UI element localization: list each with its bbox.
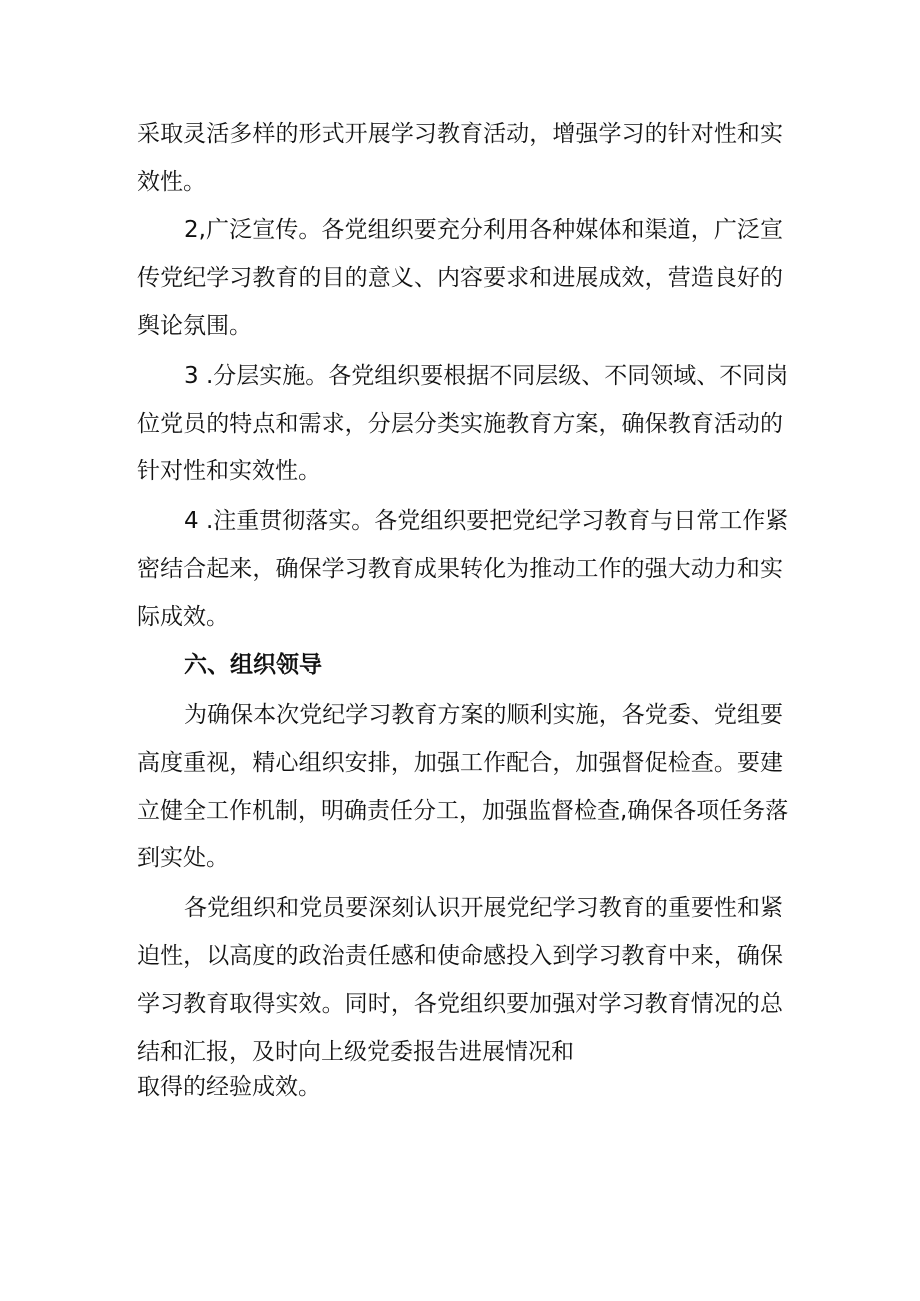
paragraph-line: 传党纪学习教育的目的意义、内容要求和进展成效，营造良好的 — [137, 265, 783, 291]
paragraph-line: 际成效。 — [137, 604, 229, 630]
section-heading: 六、组织领导 — [184, 652, 322, 678]
paragraph-line: 采取灵活多样的形式开展学习教育活动，增强学习的针对性和实 — [137, 121, 783, 147]
paragraph-line: 效性。 — [137, 169, 206, 195]
paragraph-line: 舆论氛围。 — [137, 313, 252, 339]
paragraph-line: 学习教育取得实效。同时，各党组织要加强对学习教育情况的总 — [137, 991, 783, 1017]
paragraph-line: 取得的经验成效。 — [137, 1074, 321, 1100]
paragraph-line: 到实处。 — [137, 845, 229, 871]
paragraph-line: 迫性，以高度的政治责任感和使命感投入到学习教育中来，确保 — [137, 943, 783, 969]
paragraph-line: 3 .分层实施。各党组织要根据不同层级、不同领域、不同岗 — [184, 363, 789, 389]
paragraph-line: 立健全工作机制，明确责任分工，加强监督检查,确保各项任务落 — [137, 798, 789, 824]
paragraph-line: 密结合起来，确保学习教育成果转化为推动工作的强大动力和实 — [137, 556, 783, 582]
paragraph-line: 2,广泛宣传。各党组织要充分利用各种媒体和渠道，广泛宣 — [184, 217, 783, 243]
paragraph-line: 高度重视，精心组织安排，加强工作配合，加强督促检查。要建 — [137, 750, 783, 776]
paragraph-line: 4 .注重贯彻落实。各党组织要把党纪学习教育与日常工作紧 — [184, 508, 789, 534]
paragraph-line: 各党组织和党员要深刻认识开展党纪学习教育的重要性和紧 — [184, 895, 783, 921]
paragraph-line: 为确保本次党纪学习教育方案的顺利实施，各党委、党组要 — [184, 702, 783, 728]
paragraph-line: 针对性和实效性。 — [137, 458, 321, 484]
paragraph-line: 位党员的特点和需求，分层分类实施教育方案，确保教育活动的 — [137, 411, 783, 437]
paragraph-line: 结和汇报，及时向上级党委报告进展情况和 — [137, 1039, 574, 1065]
